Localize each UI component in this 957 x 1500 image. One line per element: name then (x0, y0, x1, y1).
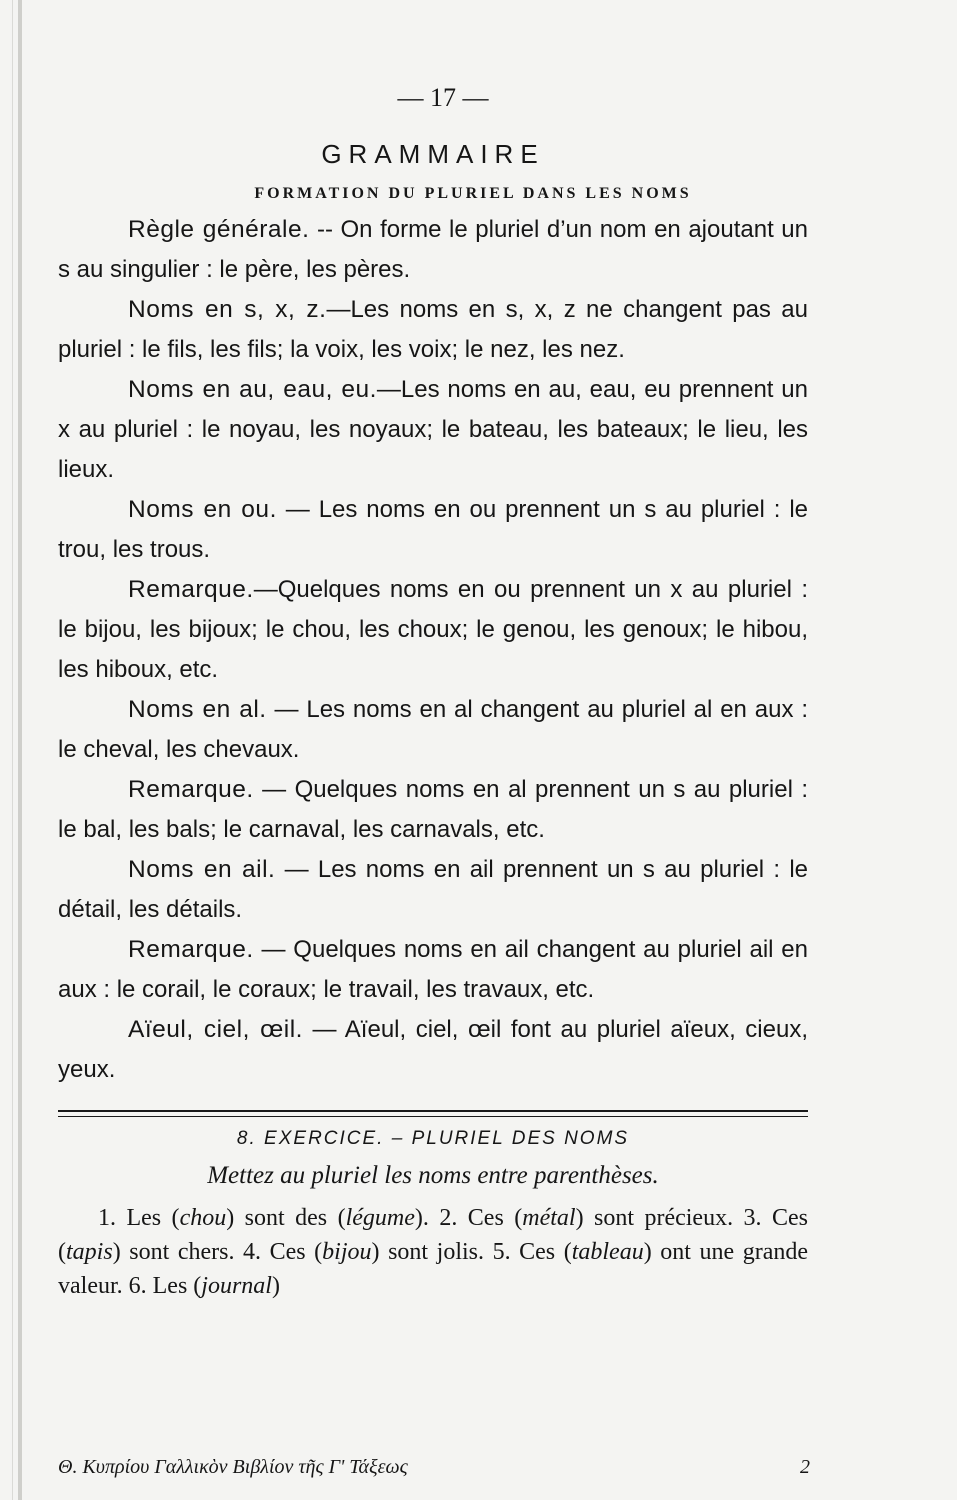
rule-rubric: Aïeul, ciel, œil. (128, 1016, 303, 1043)
exercise-sentence: 1. Les (chou) sont des (légume). (98, 1205, 440, 1231)
rule-separator: — (276, 496, 319, 523)
exercise-word: légume (345, 1205, 415, 1231)
exercise-sentence: 5. Ces (tableau) ont une grande valeur. (58, 1239, 809, 1299)
rule-paragraph (58, 1010, 808, 1090)
page-number: — 17 — (397, 83, 489, 112)
remark-rubric: Remarque. (128, 936, 254, 963)
exercise-sentence: 3. Ces (tapis) sont chers. (58, 1205, 808, 1265)
exercise-sentence: 6. Les (journal) (128, 1273, 280, 1299)
exercise-title: 8. EXERCICE. – PLURIEL DES NOMS (236, 1128, 630, 1149)
rule-separator: — (376, 376, 401, 403)
rule-rubric: Noms en au, eau, eu. (128, 376, 377, 403)
rule-separator: — (253, 936, 294, 963)
remark-paragraph (58, 770, 808, 850)
rule-rubric: Noms en ou. (128, 496, 277, 523)
rule-separator: — (266, 696, 307, 723)
rule-paragraph (58, 210, 808, 290)
rule-separator: -- (309, 216, 341, 243)
rule-rubric: Noms en s, x, z. (128, 296, 327, 323)
exercise-word: métal (522, 1205, 576, 1231)
exercise-word: tableau (571, 1239, 644, 1265)
page-edge (18, 0, 22, 1500)
grammar-rules (58, 210, 808, 1090)
rule-text: Les noms en au, eau, eu prennent un x au pluriel : le noyau, les noyaux; le bateau, les bateaux; le lieu, les lieux. (58, 376, 808, 483)
page-content (58, 80, 808, 1327)
rule-text: Les noms en ail prennent un s au pluriel : le détail, les détails. (58, 856, 808, 923)
footer-book-title: Θ. Κυπρίου Γαλλικὸν Βιβλίον τῆς Γ' Τάξεως (58, 1456, 408, 1478)
remark-rubric: Remarque. (128, 776, 254, 803)
rule-separator: — (253, 576, 278, 603)
rule-text: Aïeul, ciel, œil font au pluriel aïeux, cieux, yeux. (58, 1016, 809, 1083)
exercise-instruction: Mettez au pluriel les noms entre parenthèses. (207, 1162, 659, 1189)
rule-separator: — (302, 1016, 345, 1043)
section-subtitle: FORMATION DU PLURIEL DANS LES NOMS (254, 185, 692, 202)
page-shadow-line (12, 0, 13, 1500)
remark-paragraph (58, 570, 808, 690)
section-divider (58, 1110, 808, 1117)
exercise-sentence: 2. Ces (métal) sont précieux. (439, 1205, 744, 1231)
remark-paragraph (58, 930, 808, 1010)
rule-paragraph (58, 850, 808, 930)
rule-text: Les noms en al changent au pluriel al en aux : le cheval, les chevaux. (58, 696, 809, 763)
rule-text: On forme le pluriel d’un nom en ajoutant un s au singulier : le père, les pères. (58, 216, 808, 283)
page-title: GRAMMAIRE (321, 139, 545, 169)
rule-paragraph (58, 370, 808, 490)
remark-text: Quelques noms en ail changent au pluriel ail en aux : le corail, le coraux; le travail, les travaux, etc. (58, 936, 808, 1003)
rule-rubric: Noms en al. (128, 696, 267, 723)
rule-separator: — (326, 296, 351, 323)
rule-paragraph (58, 290, 808, 370)
exercise-word: journal (201, 1273, 272, 1299)
exercise-sentence: 4. Ces (bijou) sont jolis. (243, 1239, 493, 1265)
rule-separator: — (275, 856, 318, 883)
exercise-word: tapis (66, 1239, 113, 1265)
rule-text: Les noms en ou prennent un s au pluriel : le trou, les trous. (58, 496, 808, 563)
exercise-word: chou (179, 1205, 227, 1231)
rule-rubric: Règle générale. (128, 216, 310, 243)
exercise-word: bijou (322, 1239, 372, 1265)
remark-rubric: Remarque. (128, 576, 254, 603)
exercise-text (58, 1201, 808, 1303)
page-footer (58, 1452, 810, 1482)
rule-rubric: Noms en ail. (128, 856, 276, 883)
rule-paragraph (58, 690, 808, 770)
remark-text: Quelques noms en ou prennent un x au pluriel : le bijou, les bijoux; le chou, les choux; le genou, les genoux; le hibou, les hiboux, etc. (58, 576, 808, 683)
remark-text: Quelques noms en al prennent un s au pluriel : le bal, les bals; le carnaval, les carnavals, etc. (58, 776, 808, 843)
rule-text: Les noms en s, x, z ne changent pas au pluriel : le fils, les fils; la voix, les voix; le nez, les nez. (58, 296, 808, 363)
footer-signature-number: 2 (800, 1456, 810, 1478)
rule-paragraph (58, 490, 808, 570)
rule-separator: — (253, 776, 295, 803)
